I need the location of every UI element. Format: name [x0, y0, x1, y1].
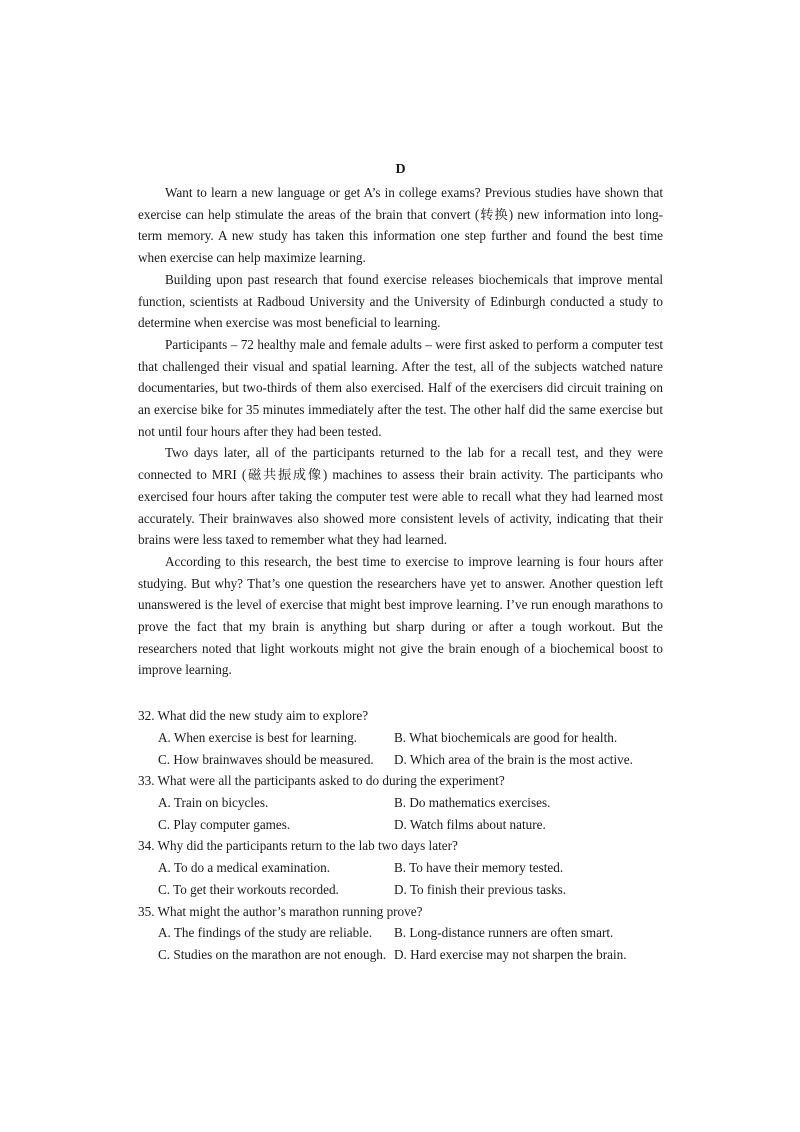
reading-passage [138, 182, 663, 681]
option-a: A. The findings of the study are reliable. [158, 925, 372, 941]
option-a: A. When exercise is best for learning. [158, 729, 357, 745]
option-d: D. Which area of the brain is the most active. [394, 751, 633, 767]
question-stem: 35. What might the author’s marathon running prove? [138, 903, 423, 919]
option-row [138, 857, 663, 879]
question-stem: 33. What were all the participants asked to do during the experiment? [138, 773, 505, 789]
option-d: D. To finish their previous tasks. [394, 881, 567, 897]
option-row [138, 727, 663, 749]
option-row [138, 944, 663, 966]
option-c: C. Play computer games. [158, 816, 291, 832]
option-row [138, 749, 663, 771]
option-c: C. Studies on the marathon are not enough. [158, 946, 387, 962]
option-b: B. Long-distance runners are often smart. [394, 925, 614, 941]
option-c: C. How brainwaves should be measured. [158, 751, 374, 767]
option-d: D. Hard exercise may not sharpen the brain. [394, 946, 627, 962]
option-b: B. Do mathematics exercises. [394, 794, 551, 810]
passage-paragraph-1: Want to learn a new language or get A’s in college exams? Previous studies have shown that exercise can help stimulate the areas of the brain that convert (转换) new information into long-term memory. A new study has taken this information one step further and found the best time when exercise can help maximize learning. [138, 185, 663, 266]
option-row [138, 922, 663, 944]
exam-page [138, 160, 663, 966]
passage-paragraph-3: Participants – 72 healthy male and female adults – were first asked to perform a computer test that challenged their visual and spatial learning. After the test, all of the subjects watched nature documentaries, but two-thirds of them also exercised. Half of the exercisers did circuit training on an exercise bike for 35 minutes immediately after the test. The other half did the same exercise but not until four hours after they had been tested. [138, 336, 663, 439]
passage-paragraph-4: Two days later, all of the participants returned to the lab for a recall test, and they were connected to MRI (磁共振成像) machines to assess their brain activity. The participants who exercised four hours after taking the computer test were able to recall what they had learned most accurately. Their brainwaves also showed more consistent levels of activity, indicating that their brains were less taxed to remember what they had learned. [138, 445, 663, 548]
option-a: A. To do a medical examination. [158, 860, 331, 876]
option-b: B. What biochemicals are good for health. [394, 729, 618, 745]
question-35 [138, 901, 663, 966]
option-d: D. Watch films about nature. [394, 816, 546, 832]
option-a: A. Train on bicycles. [158, 794, 269, 810]
passage-paragraph-5: According to this research, the best time to exercise to improve learning is four hours after studying. But why? That’s one question the researchers have yet to answer. Another question left unanswered is the level of exercise that might best improve learning. I’ve run enough marathons to prove the fact that my brain is anything but sharp during or after a tough workout. But the researchers noted that light workouts might not give the brain enough of a biochemical boost to improve learning. [138, 553, 663, 678]
question-33 [138, 770, 663, 835]
question-stem: 32. What did the new study aim to explore? [138, 708, 369, 724]
question-34 [138, 835, 663, 900]
option-row [138, 879, 663, 901]
question-32 [138, 705, 663, 770]
question-stem: 34. Why did the participants return to the lab two days later? [138, 838, 458, 854]
option-b: B. To have their memory tested. [394, 860, 564, 876]
question-list [138, 705, 663, 965]
option-row [138, 792, 663, 814]
option-c: C. To get their workouts recorded. [158, 881, 339, 897]
option-row [138, 814, 663, 836]
section-label: D [395, 162, 406, 177]
passage-paragraph-2: Building upon past research that found exercise releases biochemicals that improve mental function, scientists at Radboud University and the University of Edinburgh conducted a study to determine when exercise was most beneficial to learning. [138, 271, 663, 331]
